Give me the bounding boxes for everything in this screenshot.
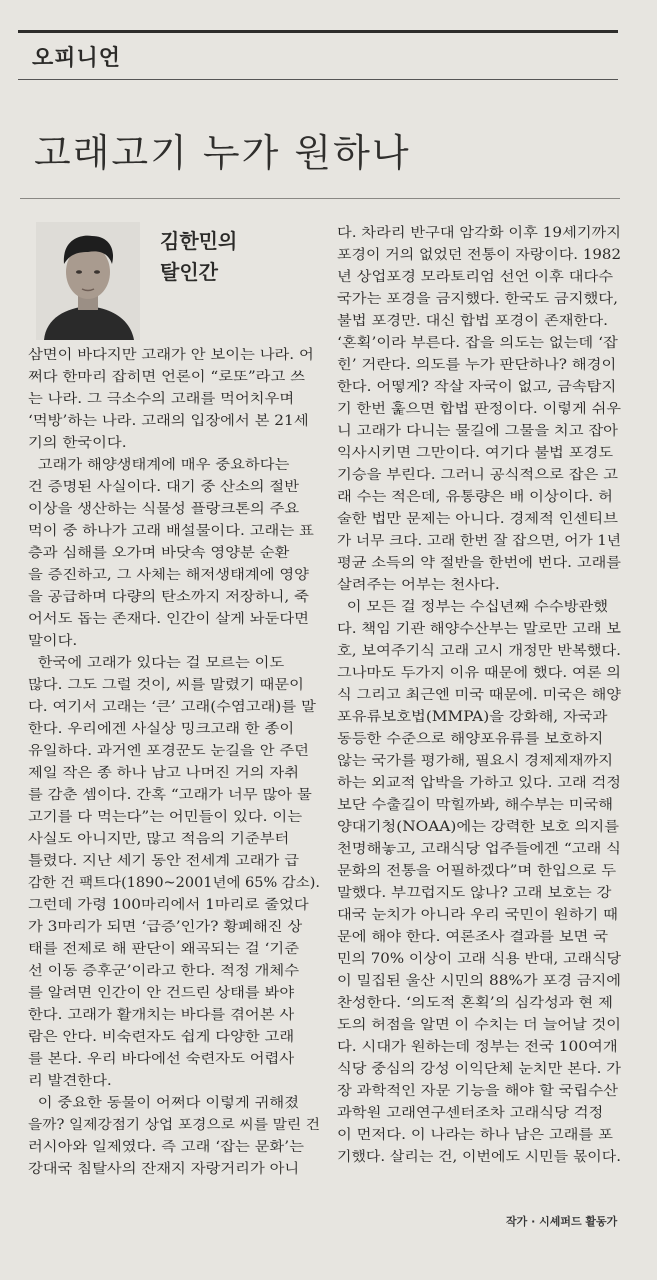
body-text-line: 를 감춘 셈이다. 간혹 “고래가 너무 많아 물 xyxy=(28,787,312,803)
body-text-line: 고래가 해양생태계에 매우 중요하다는 xyxy=(28,457,290,473)
body-text-line: 기승을 부린다. 그러니 공식적으로 잡은 고 xyxy=(337,467,618,483)
body-text-line: 러시아와 일제였다. 즉 고래 ‘잡는 문화’는 xyxy=(28,1139,304,1155)
body-text-line: 양대기청(NOAA)에는 강력한 보호 의지를 xyxy=(337,819,620,835)
body-text-line: 그나마도 두가지 이유 때문에 했다. 여론 의 xyxy=(337,665,621,681)
body-text-line: 다. 책임 기관 해양수산부는 말로만 고래 보 xyxy=(337,621,621,637)
article-body-right xyxy=(337,222,621,1168)
body-text-line: 평균 소득의 약 절반을 한번에 번다. 고래를 xyxy=(337,555,621,571)
body-text-line: 가 너무 크다. 고래 한번 잘 잡으면, 어가 1년 xyxy=(337,533,621,549)
body-text-line: 쩌다 한마리 잡히면 언론이 “로또”라고 쓰 xyxy=(28,369,305,385)
body-text-line: 동등한 수준으로 해양포유류를 보호하지 xyxy=(337,731,604,747)
body-text-line: 틀렸다. 지난 세기 동안 전세계 고래가 급 xyxy=(28,853,300,869)
body-text-line: 도의 허점을 알면 이 수치는 더 늘어날 것이 xyxy=(337,1017,621,1033)
body-text-line: 민의 70% 이상이 고래 식용 반대, 고래식당 xyxy=(337,951,621,967)
divider xyxy=(20,198,620,199)
body-text-line: 하는 외교적 압박을 가하고 있다. 고래 걱정 xyxy=(337,775,621,791)
body-text-line: 먹이 중 하나가 고래 배설물이다. 고래는 표 xyxy=(28,523,314,539)
body-text-line: 을 공급하며 다량의 탄소까지 저장하니, 죽 xyxy=(28,589,309,605)
body-text-line: 한다. 어떻게? 작살 자국이 없고, 금속탐지 xyxy=(337,379,617,395)
body-text-line: 을까? 일제강점기 상업 포경으로 씨를 말린 건 xyxy=(28,1117,320,1133)
body-text-line: 문에 해야 한다. 여론조사 결과를 보면 국 xyxy=(337,929,609,945)
body-text-line: 찬성한다. ‘의도적 혼획’의 심각성과 현 제 xyxy=(337,995,613,1011)
author-photo xyxy=(36,222,140,340)
body-text-line: 식당 중심의 강성 이익단체 눈치만 본다. 가 xyxy=(337,1061,621,1077)
body-text-line: 니 고래가 다니는 물길에 그물을 치고 잡아 xyxy=(337,423,618,439)
body-text-line: 선 이동 증후군’이라고 한다. 적정 개체수 xyxy=(28,963,300,979)
section-header xyxy=(18,30,618,80)
body-text-line: 과학원 고래연구센터조차 고래식당 걱정 xyxy=(337,1105,604,1121)
section-label: 오피니언 xyxy=(32,46,122,71)
body-text-line: 식 그리고 최근엔 미국 때문에. 미국은 해양 xyxy=(337,687,621,703)
body-text-line: ‘먹방’하는 나라. 고래의 입장에서 본 21세 xyxy=(28,413,309,429)
author-portrait-image xyxy=(36,222,140,340)
body-text-line: 한다. 우리에겐 사실상 밍크고래 한 종이 xyxy=(28,721,295,737)
column-title-line: 김한민의 xyxy=(160,229,238,253)
body-text-line: 건 증명된 사실이다. 대기 중 산소의 절반 xyxy=(28,479,300,495)
body-text-line: 람은 안다. 비숙련자도 쉽게 다양한 고래 xyxy=(28,1029,295,1045)
body-text-line: 기 한번 훑으면 합법 판정이다. 이렇게 쉬우 xyxy=(337,401,621,417)
body-text-line: 년 상업포경 모라토리엄 선언 이후 대다수 xyxy=(337,269,614,285)
body-text-line: 한국에 고래가 있다는 걸 모르는 이도 xyxy=(28,655,285,671)
body-text-line: 이 중요한 동물이 어쩌다 이렇게 귀해졌 xyxy=(28,1095,300,1111)
body-text-line: 사실도 아니지만, 많고 적음의 기준부터 xyxy=(28,831,290,847)
body-text-line: 다. 차라리 반구대 암각화 이후 19세기까지 xyxy=(337,225,621,241)
body-text-line: 래 수는 적은데, 유통량은 배 이상이다. 허 xyxy=(337,489,613,505)
body-text-line: 술한 법만 문제는 아니다. 경제적 인센티브 xyxy=(337,511,618,527)
body-text-line: 천명해놓고, 고래식당 업주들에겐 “고래 식 xyxy=(337,841,621,857)
body-text-line: 삼면이 바다지만 고래가 안 보이는 나라. 어 xyxy=(28,347,314,363)
body-text-line: 를 알려면 인간이 안 건드린 상태를 봐야 xyxy=(28,985,295,1001)
body-text-line: 말했다. 부끄럽지도 않나? 고래 보호는 강 xyxy=(337,885,612,901)
body-text-line: 불법 포경만. 대신 합법 포경이 존재한다. xyxy=(337,313,609,329)
body-text-line: 가 3마리가 되면 ‘급증’인가? 황폐해진 상 xyxy=(28,919,303,935)
body-text-line: ‘혼획’이라 부른다. 잡을 의도는 없는데 ‘잡 xyxy=(337,335,618,351)
column-title xyxy=(160,226,237,288)
body-text-line: 보단 수출길이 막힐까봐, 해수부는 미국해 xyxy=(337,797,614,813)
body-text-line: 국가는 포경을 금지했다. 한국도 금지했다, xyxy=(337,291,618,307)
body-text-line: 리 발견한다. xyxy=(28,1073,112,1089)
column-title-line: 탈인간 xyxy=(160,260,218,284)
body-text-line: 유일하다. 과거엔 포경꾼도 눈길을 안 주던 xyxy=(28,743,309,759)
body-text-line: 이 모든 걸 정부는 수십년째 수수방관했 xyxy=(337,599,609,615)
body-text-line: 고기를 다 먹는다”는 어민들이 있다. 이는 xyxy=(28,809,303,825)
body-text-line: 을 증진하고, 그 사체는 해저생태계에 영양 xyxy=(28,567,309,583)
headline: 고래고기 누가 원하나 xyxy=(34,131,411,175)
body-text-line: 포유류보호법(MMPA)을 강화해, 자국과 xyxy=(337,709,608,725)
body-text-line: 말이다. xyxy=(28,633,78,649)
body-text-line: 장 과학적인 자문 기능을 해야 할 국립수산 xyxy=(337,1083,618,1099)
body-text-line: 다. 여기서 고래는 ‘큰’ 고래(수염고래)를 말 xyxy=(28,699,316,715)
body-text-line: 이 밀집된 울산 시민의 88%가 포경 금지에 xyxy=(337,973,621,989)
body-text-line: 대국 눈치가 아니라 우리 국민이 원하기 때 xyxy=(337,907,618,923)
body-text-line: 익사시키면 그만이다. 여기다 불법 포경도 xyxy=(337,445,614,461)
body-text-line: 포경이 거의 없었던 전통이 자랑이다. 1982 xyxy=(337,247,621,263)
body-text-line: 감한 건 팩트다(1890~2001년에 65% 감소). xyxy=(28,875,320,891)
body-text-line: 이 먼저다. 이 나라는 하나 남은 고래를 포 xyxy=(337,1127,613,1143)
body-text-line: 어서도 돕는 존재다. 인간이 살게 놔둔다면 xyxy=(28,611,309,627)
body-text-line: 기했다. 살리는 건, 이번에도 시민들 몫이다. xyxy=(337,1149,621,1165)
body-text-line: 많다. 그도 그럴 것이, 씨를 말렸기 때문이 xyxy=(28,677,304,693)
article-body-left xyxy=(28,344,320,1180)
body-text-line: 를 본다. 우리 바다에선 숙련자도 어렵사 xyxy=(28,1051,295,1067)
body-text-line: 기의 한국이다. xyxy=(28,435,127,451)
body-text-line: 강대국 침탈사의 잔재지 자랑거리가 아니 xyxy=(28,1161,300,1177)
body-text-line: 다. 시대가 원하는데 정부는 전국 100여개 xyxy=(337,1039,618,1055)
body-text-line: 호, 보여주기식 고래 고시 개정만 반복했다. xyxy=(337,643,621,659)
body-text-line: 한다. 고래가 활개치는 바다를 겪어본 사 xyxy=(28,1007,295,1023)
body-text-line: 태를 전제로 해 판단이 왜곡되는 걸 ‘기준 xyxy=(28,941,300,957)
body-text-line: 그런데 가령 100마리에서 1마리로 줄었다 xyxy=(28,897,309,913)
body-text-line: 않는 국가를 평가해, 필요시 경제제재까지 xyxy=(337,753,614,769)
body-text-line: 이상을 생산하는 식물성 플랑크톤의 주요 xyxy=(28,501,300,517)
body-text-line: 힌’ 거란다. 의도를 누가 판단하나? 해경이 xyxy=(337,357,617,373)
body-text-line: 살려주는 어부는 천사다. xyxy=(337,577,500,593)
body-text-line: 제일 작은 종 하나 남고 나머진 거의 자취 xyxy=(28,765,300,781)
body-text-line: 는 나라. 그 극소수의 고래를 먹어치우며 xyxy=(28,391,295,407)
author-note: 작가 · 시셰퍼드 활동가 xyxy=(506,1215,618,1228)
body-text-line: 문화의 전통을 어필하겠다”며 한입으로 두 xyxy=(337,863,617,879)
body-text-line: 층과 심해를 오가며 바닷속 영양분 순환 xyxy=(28,545,290,561)
